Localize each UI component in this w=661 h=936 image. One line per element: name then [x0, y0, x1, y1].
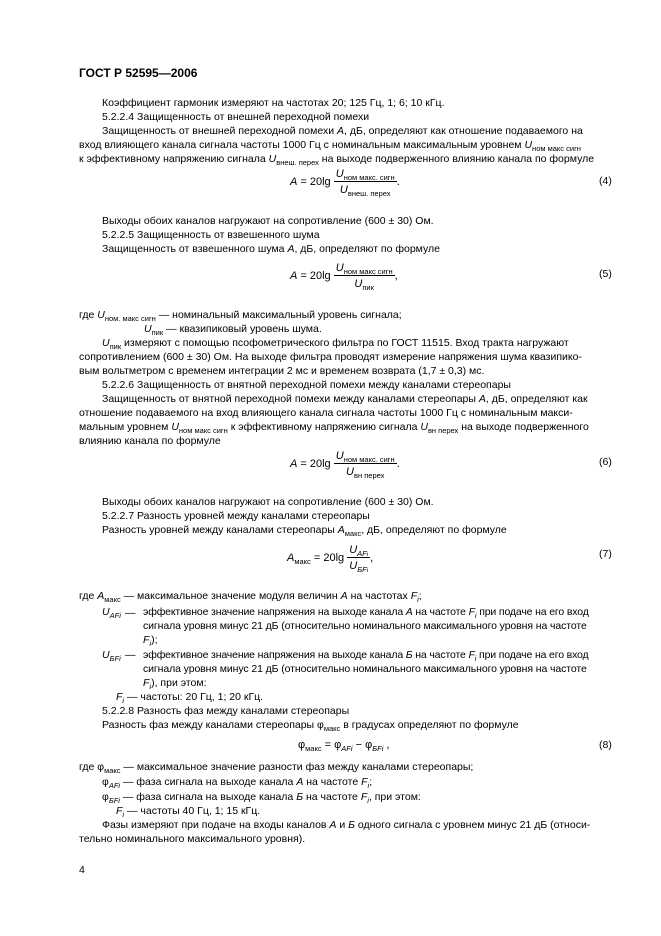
- text-line: $U_{AFi}$: [102, 606, 121, 620]
- text-line: Выходы обоих каналов нагружают на сопротивление (600 ± 30) Ом.: [102, 496, 434, 508]
- text-line: Выходы обоих каналов нагружают на сопротивление (600 ± 30) Ом.: [102, 215, 434, 227]
- text-line: Защищенность от внятной переходной помехи между каналами стереопары A, дБ, определяют как: [102, 393, 588, 405]
- text-line: сигнала уровня минус 21 дБ (относительно номинального максимального уровня на частоте: [143, 663, 587, 675]
- text-line: —: [125, 649, 136, 661]
- text-line: мальным уровнем $U_{ном макс сигн}$ к эффективному напряжению сигнала $U_{вн перех}$ на выходе подверженного: [79, 421, 589, 435]
- text-line: тельно номинального максимального уровня).: [79, 833, 306, 845]
- text-line: влиянию канала по формуле: [79, 435, 221, 447]
- text-line: Коэффициент гармоник измеряют на частотах 20; 125 Гц, 1; 6; 10 кГц.: [102, 97, 445, 109]
- text-line: $U_{пик}$ измеряют с помощью псофометрического фильтра по ГОСТ 11515. Вход тракта нагружают: [102, 337, 569, 351]
- text-line: вым вольтметром с временем интеграции 2 мс и временем возврата (1,7 ± 0,3) мс.: [79, 365, 485, 377]
- formula-6: A = 20lg $\frac{U_{ном макс. сигн}}{U_{вн перех}}$ .: [290, 450, 400, 480]
- text-line: где $U_{ном. макс сигн}$ — номинальный максимальный уровень сигнала;: [79, 309, 402, 323]
- text-line: отношение подаваемого на вход влияющего канала сигнала частоты 1000 Гц с номинальным макси-: [79, 407, 573, 419]
- text-line: —: [125, 607, 136, 619]
- text-line: эффективное значение напряжения на выходе канала Б на частоте $F_i$ при подаче на его вход: [143, 649, 589, 663]
- document-header: ГОСТ Р 52595—2006: [79, 66, 198, 80]
- section-heading-5-2-2-4: 5.2.2.4 Защищенность от внешней переходной помехи: [102, 111, 370, 123]
- formula-7: $A_{макс} = 20\lg$ $\frac{U_{AFi}}{U_{БFi}}$ ,: [287, 544, 374, 574]
- text-line: $\varphi_{БFi}$ — фаза сигнала на выходе канала Б на частоте $F_i$, при этом:: [102, 791, 421, 805]
- text-line: $\varphi_{AFi}$ — фаза сигнала на выходе канала A на частоте $F_i$;: [102, 776, 373, 790]
- text-line: эффективное значение напряжения на выходе канала А на частоте $F_i$ при подаче на его вход: [143, 606, 589, 620]
- text-line: $U_{пик}$ — квазипиковый уровень шума.: [144, 323, 322, 337]
- text-line: вход влияющего канала сигнала частоты 1000 Гц с номинальным максимальным уровнем $U_{ном макс сигн}$: [79, 139, 581, 153]
- equation-number: (6): [599, 456, 612, 468]
- text-line: $F_i$);: [143, 634, 158, 648]
- text-line: Разность фаз между каналами стереопары $\varphi_{макс}$ в градусах определяют по формуле: [102, 719, 519, 733]
- section-heading-5-2-2-6: 5.2.2.6 Защищенность от внятной переходной помехи между каналами стереопары: [102, 379, 511, 391]
- text-line: где $\varphi_{макс}$ — максимальное значение разности фаз между каналами стереопары;: [79, 761, 474, 775]
- equation-number: (7): [599, 548, 612, 560]
- equation-number: (8): [599, 739, 612, 751]
- section-heading-5-2-2-8: 5.2.2.8 Разность фаз между каналами стереопары: [102, 705, 350, 717]
- text-line: $U_{БFi}$: [102, 649, 121, 663]
- text-line: сигнала уровня минус 21 дБ (относительно номинального максимального уровня на частоте: [143, 620, 587, 632]
- text-line: к эффективному напряжению сигнала $U_{внеш. перех}$ на выходе подверженного влиянию канала по формуле: [79, 153, 595, 167]
- text-line: $F_i$ — частоты: 20 Гц, 1; 20 кГц.: [116, 691, 264, 705]
- text-line: где $A_{макс}$ — максимальное значение модуля величин A на частотах $F_i$;: [79, 590, 422, 604]
- page-number: 4: [79, 864, 85, 876]
- equation-number: (5): [599, 268, 612, 280]
- text-line: Разность уровней между каналами стереопары $A_{макс}$, дБ, определяют по формуле: [102, 524, 507, 538]
- text-line: Фазы измеряют при подаче на входы каналов A и Б одного сигнала с уровнем минус 21 дБ (относи-: [102, 819, 591, 831]
- formula-5: A = 20lg $\frac{U_{ном макс сигн}}{U_{пик}}$ ,: [290, 262, 398, 292]
- formula-4: A = 20lg $\frac{U_{ном макс. сигн}}{U_{внеш. перех}}$ .: [290, 168, 400, 198]
- text-line: $F_i$ — частоты 40 Гц, 1; 15 кГц.: [116, 805, 261, 819]
- equation-number: (4): [599, 175, 612, 187]
- text-line: сопротивлением (600 ± 30) Ом. На выходе фильтра проводят измерение напряжения шума квазипико-: [79, 351, 582, 363]
- text-line: Защищенность от взвешенного шума A, дБ, определяют по формуле: [102, 243, 440, 255]
- text-line: Защищенность от внешней переходной помехи A, дБ, определяют как отношение подаваемого на: [102, 125, 583, 137]
- section-heading-5-2-2-5: 5.2.2.5 Защищенность от взвешенного шума: [102, 229, 320, 241]
- formula-8: $\varphi_{макс} = \varphi_{AFi} - \varphi_{БFi}$ ,: [298, 739, 390, 753]
- section-heading-5-2-2-7: 5.2.2.7 Разность уровней между каналами стереопары: [102, 510, 370, 522]
- text-line: $F_i$), при этом:: [143, 677, 207, 691]
